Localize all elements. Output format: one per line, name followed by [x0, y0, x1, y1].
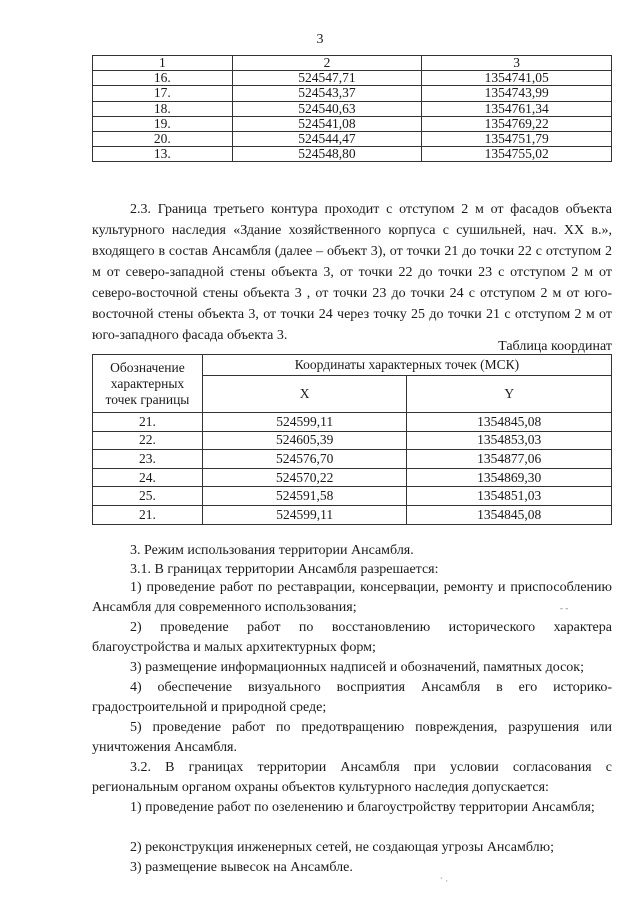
y-coordinate-cell: 1354869,30 — [407, 468, 612, 487]
point-number-cell: 18. — [93, 101, 233, 116]
list-item: 3) размещение информационных надписей и обозначений, памятных досок; — [130, 660, 584, 675]
x-coordinate-cell: 524543,37 — [232, 86, 422, 101]
x-coordinate-cell: 524599,11 — [202, 413, 407, 432]
x-coordinate-cell: 524570,22 — [202, 468, 407, 487]
section-2-3-paragraph: 2.3. Граница третьего контура проходит с отступом 2 м от фасадов объекта культурного наследия «Здание хозяйственного корпуса с сушильней, нач. XX в.», входящего в состав Ансамбля (далее – объект 3), от точки 21 до точки 22 с отступом 2 м от северо-западной стены объекта 3, от точки 22 до точки 23 с отступом 2 м от северо-восточной стены объекта 3 , от точки 23 до точки 24 с отступом 2 м от юго-восточной стены объекта 3, от точки 24 через точку 25 до точки 21 с отступом 2 м от юго-западного фасада объекта 3. — [92, 202, 612, 343]
point-number-cell: 24. — [93, 468, 203, 487]
x-coordinate-cell: 524547,71 — [232, 71, 422, 86]
section-3-2-title: 3.2. В границах территории Ансамбля при условии согласования с региональным органом охраны объектов культурного наследия допускается: — [92, 760, 612, 795]
header-coordinates: Координаты характерных точек (МСК) — [202, 355, 611, 376]
y-coordinate-cell: 1354877,06 — [407, 450, 612, 469]
x-coordinate-cell: 524591,58 — [202, 487, 407, 506]
table-row — [93, 487, 612, 506]
y-coordinate-cell: 1354845,08 — [407, 505, 612, 524]
point-number-cell: 16. — [93, 71, 233, 86]
coordinates-table-continued — [92, 55, 612, 162]
table-row — [93, 131, 612, 146]
table-row — [93, 450, 612, 469]
point-number-cell: 21. — [93, 413, 203, 432]
point-number-cell: 20. — [93, 131, 233, 146]
table-row — [93, 71, 612, 86]
table-row — [93, 413, 612, 432]
y-coordinate-cell: 1354769,22 — [422, 116, 612, 131]
scan-speck: - - — [560, 603, 569, 613]
table-header-cell: 3 — [422, 56, 612, 71]
table-row — [93, 101, 612, 116]
x-coordinate-cell: 524544,47 — [232, 131, 422, 146]
list-item: 2) реконструкция инженерных сетей, не создающая угрозы Ансамблю; — [130, 840, 554, 855]
table-header-row — [93, 355, 612, 376]
scan-speck: ` · — [440, 876, 449, 886]
point-number-cell: 19. — [93, 116, 233, 131]
y-coordinate-cell: 1354761,34 — [422, 101, 612, 116]
section-3-1-title: 3.1. В границах территории Ансамбля разрешается: — [130, 562, 439, 577]
list-item: 4) обеспечение визуального восприятия Ансамбля в его историко-градостроительной и природной среде; — [92, 680, 612, 715]
table-row — [93, 116, 612, 131]
section-3-title: 3. Режим использования территории Ансамбля. — [130, 543, 414, 558]
list-item: 1) проведение работ по реставрации, консервации, ремонту и приспособлению Ансамбля для современного использования; — [92, 580, 612, 615]
table-row — [93, 431, 612, 450]
x-coordinate-cell: 524548,80 — [232, 147, 422, 162]
table-row — [93, 147, 612, 162]
x-coordinate-cell: 524605,39 — [202, 431, 407, 450]
table-row — [93, 468, 612, 487]
point-number-cell: 17. — [93, 86, 233, 101]
table-caption: Таблица координат — [498, 339, 612, 354]
y-coordinate-cell: 1354853,03 — [407, 431, 612, 450]
table-row — [93, 86, 612, 101]
coordinates-table — [92, 354, 612, 525]
list-item: 3) размещение вывесок на Ансамбле. — [130, 860, 353, 875]
y-coordinate-cell: 1354845,08 — [407, 413, 612, 432]
y-coordinate-cell: 1354851,03 — [407, 487, 612, 506]
y-coordinate-cell: 1354755,02 — [422, 147, 612, 162]
page-number: 3 — [316, 32, 324, 47]
y-coordinate-cell: 1354743,99 — [422, 86, 612, 101]
x-coordinate-cell: 524540,63 — [232, 101, 422, 116]
x-coordinate-cell: 524599,11 — [202, 505, 407, 524]
list-item: 2) проведение работ по восстановлению исторического характера благоустройства и малых архитектурных форм; — [92, 620, 612, 655]
y-coordinate-cell: 1354751,79 — [422, 131, 612, 146]
point-number-cell: 21. — [93, 505, 203, 524]
point-number-cell: 25. — [93, 487, 203, 506]
table-header-cell: 1 — [93, 56, 233, 71]
table-row — [93, 505, 612, 524]
point-number-cell: 13. — [93, 147, 233, 162]
point-number-cell: 22. — [93, 431, 203, 450]
header-y: Y — [407, 376, 612, 413]
table-header-cell: 2 — [232, 56, 422, 71]
list-item: 5) проведение работ по предотвращению повреждения, разрушения или уничтожения Ансамбля. — [92, 720, 612, 755]
table-header-row — [93, 56, 612, 71]
list-item: 1) проведение работ по озеленению и благоустройству территории Ансамбля; — [130, 800, 595, 815]
x-coordinate-cell: 524576,70 — [202, 450, 407, 469]
header-x: X — [202, 376, 407, 413]
header-point-designation: Обозначение характерных точек границы — [93, 355, 203, 413]
x-coordinate-cell: 524541,08 — [232, 116, 422, 131]
point-number-cell: 23. — [93, 450, 203, 469]
y-coordinate-cell: 1354741,05 — [422, 71, 612, 86]
